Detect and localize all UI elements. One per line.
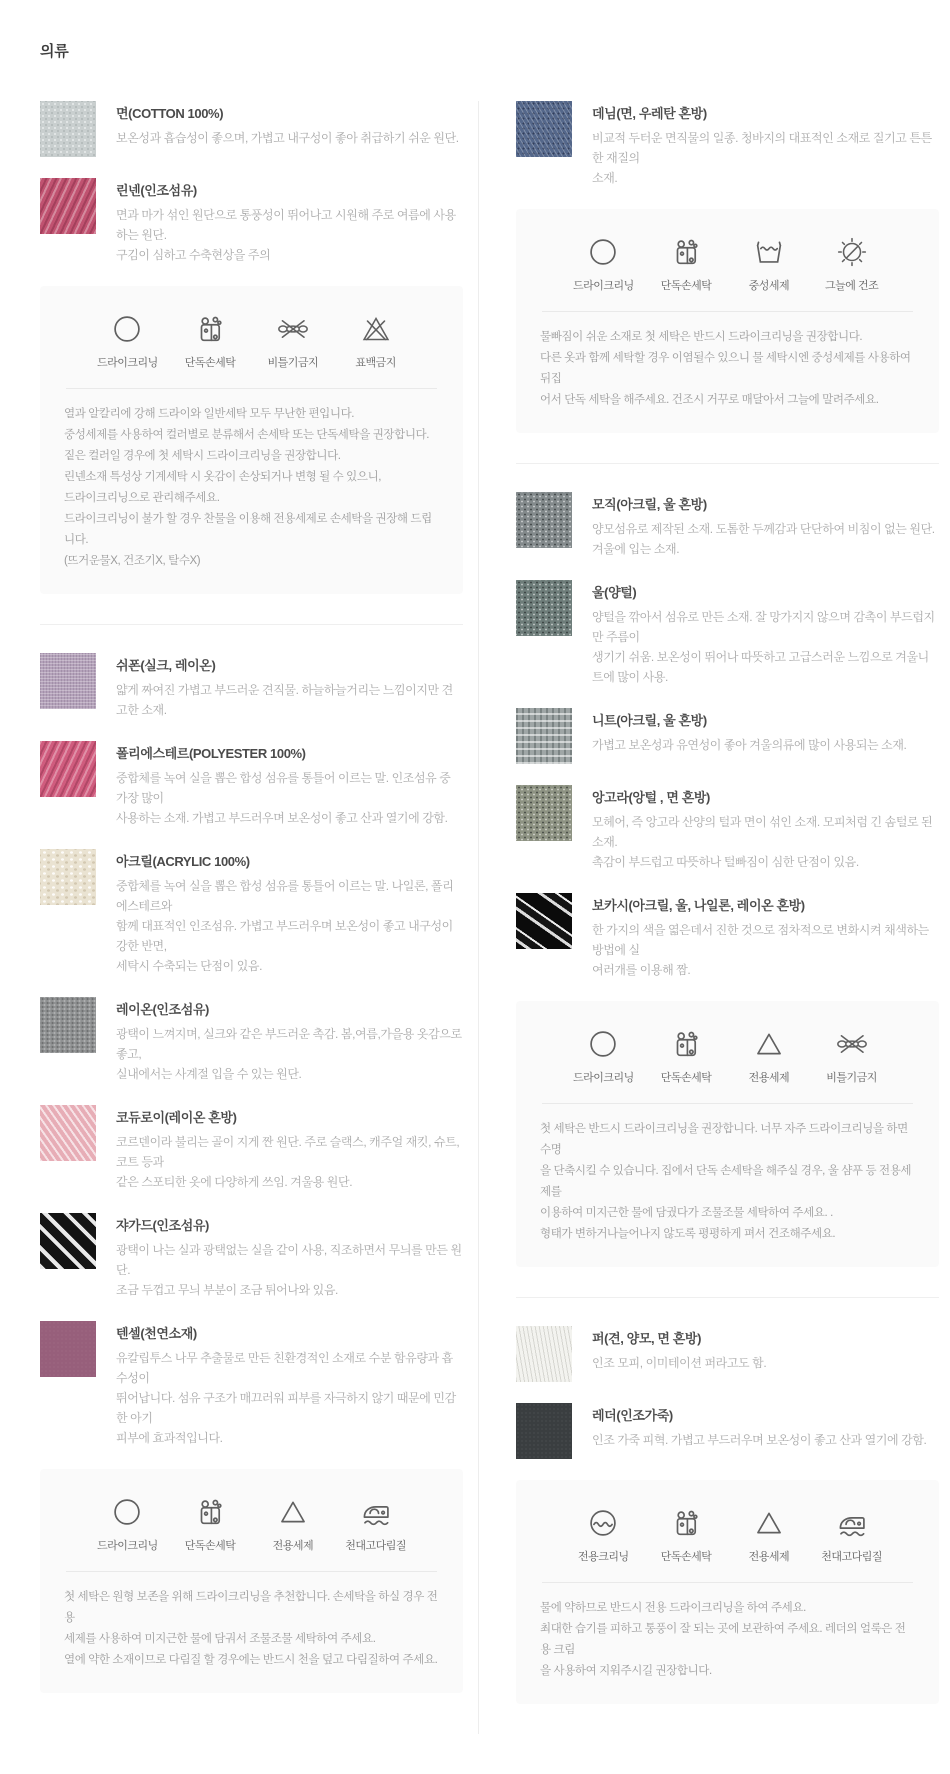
fabric-item — [40, 1105, 463, 1192]
care-text — [540, 327, 915, 411]
fabric-description-line: 광택이 나는 실과 광택없는 실을 같이 사용, 직조하면서 무늬를 만든 원단. — [116, 1243, 462, 1277]
care-text-line: 세제를 사용하여 미지근한 물에 담궈서 조물조물 세탁하여 주세요. — [64, 1633, 376, 1645]
care-icon-label: 단독손세탁 — [184, 1540, 236, 1552]
fabric-text — [116, 741, 463, 828]
care-icons-row — [540, 1027, 915, 1085]
fabric-item — [40, 1213, 463, 1300]
fabric-name: 쟈가드(인조섬유) — [116, 1218, 209, 1233]
fabric-text — [592, 580, 939, 687]
fabric-item — [516, 1326, 939, 1382]
fabric-text — [592, 785, 939, 872]
fabric-swatch-tencel — [40, 1321, 96, 1377]
care-text-line: 다른 옷과 함께 세탁할 경우 이염될수 있으니 물 세탁시엔 중성세제를 사용하여 뒤집 — [540, 352, 911, 385]
fabric-description-line: 피부에 효과적입니다. — [116, 1431, 223, 1445]
fabric-text — [116, 653, 463, 720]
care-text-line: 드라이크리닝이 불가 할 경우 찬물을 이용해 전용세제로 손세탁을 권장해 드립니다. — [64, 513, 432, 546]
triangle-icon — [752, 1027, 786, 1061]
no-wring-icon — [276, 312, 310, 346]
care-icon-cell — [645, 1027, 728, 1085]
care-text-line: 최대한 습기를 피하고 통풍이 잘 되는 곳에 보관하여 주세요. 레더의 얼룩은 전용 크림 — [540, 1623, 906, 1656]
fabric-description-line: 세탁시 수축되는 단점이 있음. — [116, 959, 263, 973]
care-icon-label: 단독손세탁 — [660, 1551, 712, 1563]
fabric-item — [40, 653, 463, 720]
fabric-text — [592, 893, 939, 980]
shade-dry-icon — [835, 235, 869, 269]
fabric-description-line: 조금 두껍고 무늬 부분이 조금 튀어나와 있음. — [116, 1283, 338, 1297]
fabric-name: 레더(인조가죽) — [592, 1408, 673, 1423]
care-box-separator — [66, 1571, 437, 1572]
care-text-line: 물빠짐이 쉬운 소재로 첫 세탁은 반드시 드라이크리닝을 권장합니다. — [540, 331, 863, 343]
fabric-description-line: 사용하는 소재. 가볍고 부드러우며 보온성이 좋고 산과 열기에 강함. — [116, 811, 448, 825]
care-icon-label: 단독손세탁 — [184, 357, 236, 369]
fabric-description-line: 한 가지의 색을 엷은데서 진한 것으로 점차적으로 변화시켜 채색하는 방법에 실 — [592, 923, 929, 957]
fabric-description-line: 양털을 깎아서 섬유로 만든 소재. 잘 망가지지 않으며 감촉이 부드럽지만 주름이 — [592, 610, 935, 644]
fabric-description-line: 가볍고 보온성과 유연성이 좋아 겨울의류에 많이 사용되는 소재. — [592, 738, 907, 752]
fabric-swatch-knit — [516, 708, 572, 764]
section-divider — [40, 624, 463, 625]
fabric-item — [516, 785, 939, 872]
care-icon-cell — [728, 235, 811, 293]
care-icon-cell — [728, 1027, 811, 1085]
dryclean-circle-icon — [110, 1495, 144, 1529]
fabric-item — [516, 101, 939, 188]
fabric-swatch-fur — [516, 1326, 572, 1382]
left-column — [40, 101, 463, 1734]
fabric-name: 면(COTTON 100%) — [116, 106, 224, 121]
fabric-swatch-woolblend — [516, 492, 572, 548]
triangle-icon — [752, 1506, 786, 1540]
care-box-separator — [66, 388, 437, 389]
fabric-item — [516, 580, 939, 687]
right-column — [516, 101, 939, 1734]
care-text-line: 첫 세탁은 반드시 드라이크리닝을 권장합니다. 너무 자주 드라이크리닝을 하면 수명 — [540, 1123, 908, 1156]
two-column-layout — [40, 101, 938, 1734]
fabric-description-line: 실내에서는 사계절 입을 수 있는 원단. — [116, 1067, 302, 1081]
fabric-swatch-cotton — [40, 101, 96, 157]
care-icon-cell — [810, 1506, 893, 1564]
dryclean-circle-icon — [110, 312, 144, 346]
care-icon-cell — [86, 312, 169, 370]
section-divider — [516, 1297, 939, 1298]
fabric-description-line: 중합체를 녹여 실을 뽑은 합성 섬유를 통틀어 이르는 말. 나일론, 폴리에스테르와 — [116, 879, 454, 913]
fabric-name: 모직(아크릴, 울 혼방) — [592, 497, 707, 512]
iron-icon — [835, 1506, 869, 1540]
fabric-name: 앙고라(앙털 , 면 혼방) — [592, 790, 710, 805]
column-divider — [478, 101, 479, 1734]
care-icon-label: 전용크리닝 — [578, 1551, 629, 1563]
care-icon-label: 천대고다림질 — [821, 1551, 882, 1563]
page-title: 의류 — [40, 43, 69, 60]
care-text-line: 짙은 컬러일 경우에 첫 세탁시 드라이크리닝을 권장합니다. — [64, 450, 341, 462]
fabric-name: 폴리에스테르(POLYESTER 100%) — [116, 746, 306, 761]
fabric-description-line: 구김이 심하고 수축현상을 주의 — [116, 248, 271, 262]
care-icon-cell — [169, 1495, 252, 1553]
care-icon-cell — [728, 1506, 811, 1564]
care-instructions-box — [516, 1480, 939, 1704]
fabric-description-line: 같은 스포티한 옷에 다양하게 쓰임. 겨울용 원단. — [116, 1175, 353, 1189]
fabric-description-line: 면과 마가 섞인 원단으로 통풍성이 뛰어나고 시원해 주로 여름에 사용하는 원단. — [116, 208, 456, 242]
fabric-name: 울(양털) — [592, 585, 637, 600]
care-text-line: 열과 알칼리에 강해 드라이와 일반세탁 모두 무난한 편입니다. — [64, 408, 355, 420]
fabric-description-line: 함께 대표적인 인조섬유. 가볍고 부드러우며 보온성이 좋고 내구성이 강한 반면, — [116, 919, 453, 953]
fabric-description-line: 소재. — [592, 171, 618, 185]
fabric-description-line: 중합체를 녹여 실을 뽑은 합성 섬유를 통틀어 이르는 말. 인조섬유 중 가장 많이 — [116, 771, 451, 805]
care-instructions-box — [516, 209, 939, 433]
fabric-description-line: 생기기 쉬움. 보온성이 뛰어나 따뜻하고 고급스러운 느낌으로 겨울니트에 많이 사용. — [592, 650, 929, 684]
care-text — [64, 1587, 439, 1671]
care-text — [540, 1598, 915, 1682]
care-icons-row — [540, 235, 915, 293]
care-instructions-box — [40, 1469, 463, 1693]
care-icon-label: 비틀기금지 — [826, 1072, 877, 1084]
care-text — [64, 404, 439, 572]
fabric-name: 레이온(인조섬유) — [116, 1002, 209, 1017]
fabric-swatch-chiffon — [40, 653, 96, 709]
fabric-item — [40, 101, 463, 157]
care-text-line: 첫 세탁은 원형 보존을 위해 드라이크리닝을 추천합니다. 손세탁을 하실 경우 전용 — [64, 1591, 438, 1624]
fabric-description-line: 촉감이 부드럽고 따뜻하나 털빠짐이 심한 단점이 있음. — [592, 855, 859, 869]
care-text-line: 을 사용하여 지워주시길 권장합니다. — [540, 1665, 712, 1677]
fabric-swatch-corduroy — [40, 1105, 96, 1161]
fabric-swatch-linen — [40, 178, 96, 234]
care-instructions-box — [516, 1001, 939, 1267]
fabric-swatch-jacquard — [40, 1213, 96, 1269]
care-icon-label: 전용세제 — [272, 1540, 314, 1552]
fabric-text — [592, 708, 906, 764]
iron-icon — [359, 1495, 393, 1529]
fabric-description-line: 비교적 두터운 면직물의 일종. 청바지의 대표적인 소재로 질기고 튼튼한 재질의 — [592, 131, 932, 165]
care-icon-label: 전용세제 — [748, 1551, 790, 1563]
fabric-name: 코듀로이(레이온 혼방) — [116, 1110, 237, 1125]
care-icon-cell — [810, 235, 893, 293]
care-icon-label: 전용세제 — [748, 1072, 790, 1084]
fabric-swatch-leather — [516, 1403, 572, 1459]
special-clean-icon — [586, 1506, 620, 1540]
care-icon-label: 그늘에 건조 — [825, 280, 879, 292]
fabric-description-line: 코르덴이라 불리는 골이 지게 짠 원단. 주로 슬랙스, 캐주얼 재킷, 슈트, 코트 등과 — [116, 1135, 460, 1169]
fabric-text — [116, 1213, 463, 1300]
care-text — [540, 1119, 915, 1245]
handwash-icon — [193, 1495, 227, 1529]
fabric-description-line: 겨울에 입는 소재. — [592, 542, 680, 556]
care-icon-cell — [334, 312, 417, 370]
fabric-item — [516, 1403, 939, 1459]
fabric-name: 아크릴(ACRYLIC 100%) — [116, 854, 250, 869]
fabric-swatch-rayon — [40, 997, 96, 1053]
care-icon-label: 중성세제 — [748, 280, 790, 292]
fabric-swatch-wool — [516, 580, 572, 636]
care-icons-row — [64, 312, 439, 370]
fabric-text — [592, 101, 939, 188]
fabric-name: 린넨(인조섬유) — [116, 183, 197, 198]
care-icon-label: 표백금지 — [355, 357, 396, 369]
care-text-line: 물에 약하므로 반드시 전용 드라이크리닝을 하여 주세요. — [540, 1602, 806, 1614]
fabric-swatch-bokashi — [516, 893, 572, 949]
handwash-icon — [193, 312, 227, 346]
section-divider — [516, 463, 939, 464]
fabric-name: 텐셀(천연소재) — [116, 1326, 197, 1341]
fabric-swatch-polyester — [40, 741, 96, 797]
fabric-item — [516, 893, 939, 980]
care-icons-row — [64, 1495, 439, 1553]
care-text-line: 이용하여 미지근한 물에 담궜다가 조물조물 세탁하여 주세요. . — [540, 1207, 833, 1219]
fabric-swatch-acrylic — [40, 849, 96, 905]
care-icon-label: 단독손세탁 — [660, 1072, 712, 1084]
care-box-separator — [542, 1103, 913, 1104]
fabric-text — [116, 849, 463, 976]
care-text-line: 열에 약한 소재이므로 다림질 할 경우에는 반드시 천을 덮고 다림질하여 주세요. — [64, 1654, 438, 1666]
handwash-icon — [669, 1506, 703, 1540]
fabric-item — [516, 492, 939, 559]
fabric-text — [116, 997, 463, 1084]
fabric-text — [592, 492, 935, 559]
care-icon-label: 드라이크리닝 — [96, 1540, 158, 1552]
fabric-item — [40, 741, 463, 828]
care-icon-label: 천대고다림질 — [345, 1540, 406, 1552]
care-icon-label: 드라이크리닝 — [572, 280, 634, 292]
care-text-line: 린넨소재 특성상 기계세탁 시 옷감이 손상되거나 변형 될 수 있으니, — [64, 471, 382, 483]
fabric-name: 퍼(견, 양모, 면 혼방) — [592, 1331, 702, 1346]
care-icon-cell — [562, 235, 645, 293]
care-box-separator — [542, 1582, 913, 1583]
care-text-line: 중성세제를 사용하여 컬러별로 분류해서 손세탁 또는 단독세탁을 권장합니다. — [64, 429, 430, 441]
care-icon-cell — [810, 1027, 893, 1085]
fabric-description-line: 얇게 짜여진 가볍고 부드러운 견직물. 하늘하늘거리는 느낌이지만 견고한 소재. — [116, 683, 453, 717]
fabric-text — [592, 1326, 766, 1382]
care-box-separator — [542, 311, 913, 312]
fabric-text — [116, 1105, 463, 1192]
care-text-line: (뜨거운물X, 건조기X, 탈수X) — [64, 555, 201, 567]
fabric-item — [40, 849, 463, 976]
care-icon-cell — [645, 1506, 728, 1564]
neutral-tub-icon — [752, 235, 786, 269]
care-icon-cell — [252, 312, 335, 370]
no-bleach-icon — [359, 312, 393, 346]
fabric-description-line: 모헤어, 즉 앙고라 산양의 털과 면이 섞인 소재. 모피처럼 긴 솜털로 된 소재. — [592, 815, 933, 849]
care-icon-label: 드라이크리닝 — [96, 357, 158, 369]
care-text-line: 을 단축시킬 수 있습니다. 집에서 단독 손세탁을 해주실 경우, 울 샴푸 등 전용세제를 — [540, 1165, 912, 1198]
care-icon-cell — [86, 1495, 169, 1553]
fabric-description-line: 보온성과 흡습성이 좋으며, 가볍고 내구성이 좋아 취급하기 쉬운 원단. — [116, 131, 459, 145]
fabric-item — [40, 178, 463, 265]
care-icon-cell — [562, 1027, 645, 1085]
fabric-name: 보카시(아크릴, 울, 나일론, 레이온 혼방) — [592, 898, 805, 913]
fabric-text — [116, 178, 463, 265]
fabric-description-line: 광택이 느껴지며, 실크와 같은 부드러운 촉감. 봄,여름,가을용 옷감으로 좋고, — [116, 1027, 462, 1061]
fabric-description-line: 인조 모피, 이미테이션 퍼라고도 함. — [592, 1356, 767, 1370]
dryclean-circle-icon — [586, 235, 620, 269]
care-icon-label: 비틀기금지 — [267, 357, 319, 369]
care-icons-row — [540, 1506, 915, 1564]
care-icon-label: 드라이크리닝 — [572, 1072, 634, 1084]
fabric-text — [116, 101, 459, 157]
fabric-description-line: 뛰어납니다. 섬유 구조가 매끄러워 피부를 자극하지 않기 때문에 민감한 아기 — [116, 1391, 456, 1425]
triangle-icon — [276, 1495, 310, 1529]
handwash-icon — [669, 235, 703, 269]
care-icon-cell — [169, 312, 252, 370]
care-icon-cell — [645, 235, 728, 293]
care-icon-cell — [562, 1506, 645, 1564]
handwash-icon — [669, 1027, 703, 1061]
fabric-description-line: 인조 가죽 피혁. 가볍고 부드러우며 보온성이 좋고 산과 열기에 강함. — [592, 1433, 927, 1447]
care-text-line: 어서 단독 세탁을 해주세요. 건조시 거꾸로 매달아서 그늘에 말려주세요. — [540, 394, 879, 406]
fabric-swatch-denim — [516, 101, 572, 157]
dryclean-circle-icon — [586, 1027, 620, 1061]
care-icon-label: 단독손세탁 — [660, 280, 712, 292]
no-wring-icon — [835, 1027, 869, 1061]
fabric-item — [516, 708, 939, 764]
fabric-description-line: 양모섬유로 제작된 소재. 도톰한 두께감과 단단하여 비침이 없는 원단. — [592, 522, 935, 536]
care-icon-cell — [334, 1495, 417, 1553]
care-instructions-box — [40, 286, 463, 594]
fabric-name: 쉬폰(실크, 레이온) — [116, 658, 216, 673]
care-icon-cell — [252, 1495, 335, 1553]
fabric-item — [40, 997, 463, 1084]
fabric-name: 데님(면, 우레탄 혼방) — [592, 106, 707, 121]
fabric-description-line: 여러개를 이용해 짬. — [592, 963, 691, 977]
fabric-swatch-angora — [516, 785, 572, 841]
care-text-line: 형태가 변하거나늘어나지 않도록 평평하게 펴서 건조해주세요. — [540, 1228, 836, 1240]
fabric-text — [592, 1403, 926, 1459]
fabric-description-line: 유칼립투스 나무 추출물로 만든 친환경적인 소재로 수분 함유량과 흡수성이 — [116, 1351, 453, 1385]
care-text-line: 드라이크리닝으로 관리해주세요. — [64, 492, 220, 504]
fabric-name: 니트(아크릴, 울 혼방) — [592, 713, 707, 728]
